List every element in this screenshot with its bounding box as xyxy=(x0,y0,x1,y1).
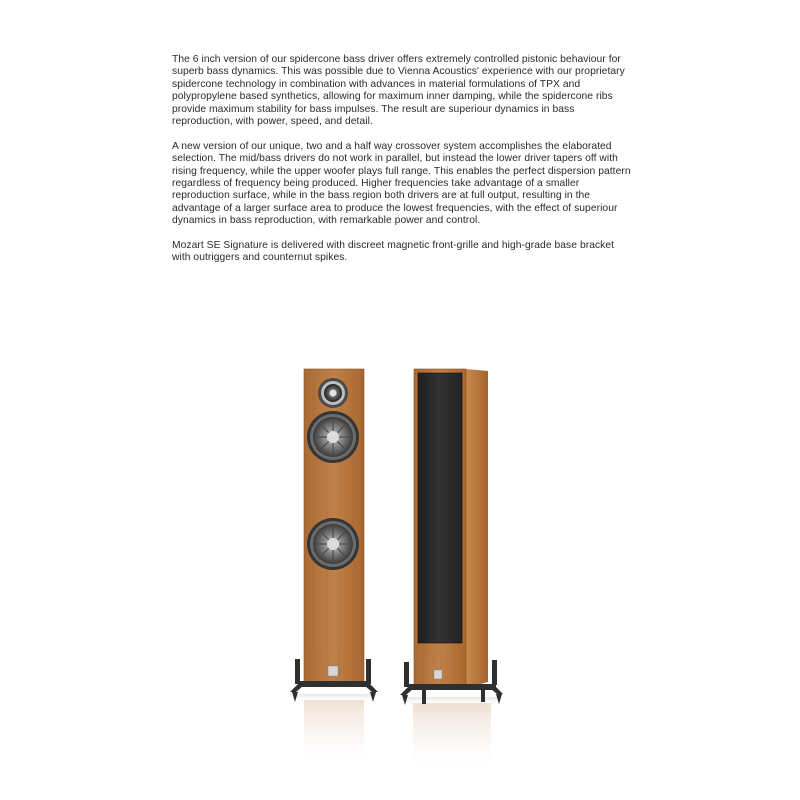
paragraph-spidercone: The 6 inch version of our spidercone bass driver offers extremely controlled pistonic behaviour for superb bass dynamics. This was possible due to Vienna Acoustics' experience with our proprietary spidercone technology in combination with advances in material formulations of TPX and polypropylene based synthetics, allowing for maximum inner damping, while the spidercone ribs provide maximum stability for bass impulses. The result are superiour dynamics in bass reproduction, with power, speed, and detail. xyxy=(172,54,625,128)
paragraph-delivery: Mozart SE Signature is delivered with discreet magnetic front-grille and high-grade base bracket with outriggers and counternut spikes. xyxy=(172,240,615,264)
upper-woofer-icon xyxy=(307,411,359,463)
lower-woofer-icon xyxy=(307,518,359,570)
tweeter-icon xyxy=(318,378,348,408)
paragraph-crossover: A new version of our unique, two and a half way crossover system accomplishes the elaborated selection. The mid/bass drivers do not work in parallel, but instead the lower driver tapers off with rising frequency, while the upper woofer plays full range. This enables the perfect dispersion pattern regardless of frequency being produced. Higher frequencies take advantage of a smaller reproduction surface, while in the bass region both drivers are at full output, resulting in the advantage of a larger surface area to produce the lowest frequencies, with the effect of superiour dynamics in bass reproduction, with remarkable power and control. xyxy=(172,140,631,227)
logo-badge xyxy=(328,666,338,676)
magnetic-grille xyxy=(418,373,462,643)
speaker-front-view xyxy=(290,369,378,770)
speaker-grille-view xyxy=(400,369,503,773)
